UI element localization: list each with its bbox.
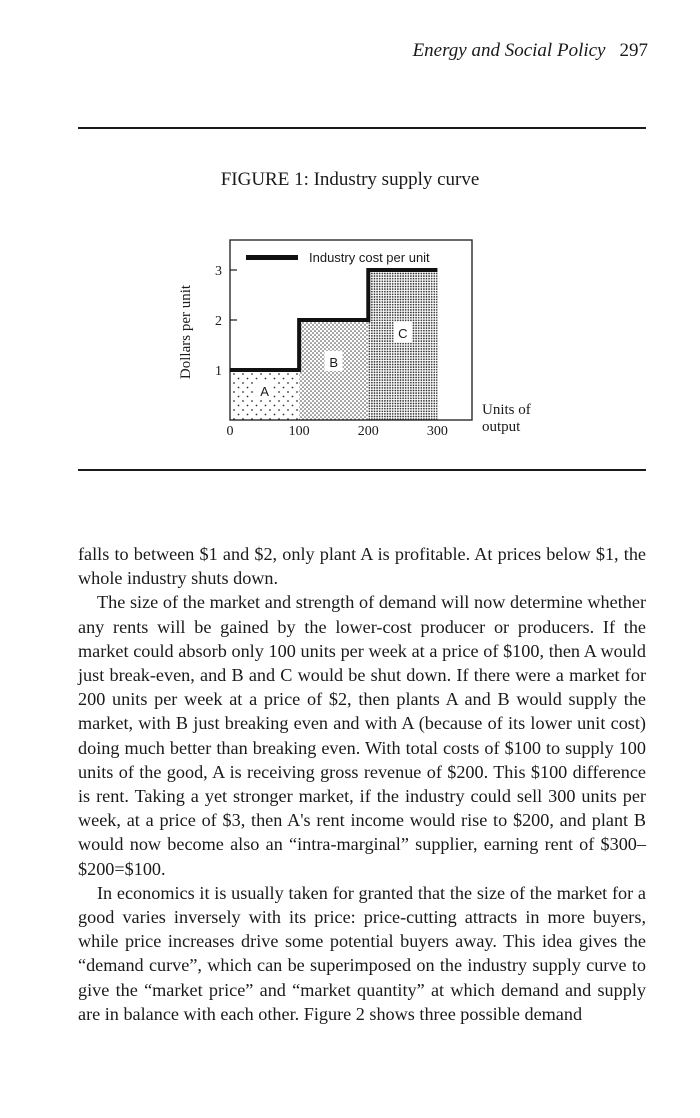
supply-curve-chart (160, 228, 580, 448)
y-tick-label: 2 (215, 314, 222, 329)
figure-caption: FIGURE 1: Industry supply curve (220, 169, 480, 190)
running-title: Energy and Social Policy (412, 40, 606, 61)
x-axis-label-line-1: Units of (482, 402, 531, 418)
figure-bottom-rule (78, 469, 646, 471)
x-tick-label: 200 (357, 424, 379, 439)
x-tick-label: 100 (288, 424, 310, 439)
paragraph-3: In economics it is usually taken for granted that the size of the market for a good varies inversely with its price: price-cutting attracts in more buyers, while price increases drive some potential buyers away. This idea gives the “demand curve”, which can be superimposed on the industry supply curve to give the “market price” and “market quantity” at which demand and supply are in balance with each other. Figure 2 shows three possible demand (78, 882, 646, 1024)
x-axis-label-line-2: output (482, 419, 521, 435)
x-tick-label: 0 (226, 424, 234, 439)
y-axis-label: Dollars per unit (178, 284, 194, 380)
plant-a-label: A (260, 384, 269, 399)
y-tick-label: 1 (215, 364, 222, 379)
x-tick-label: 300 (426, 424, 448, 439)
y-tick-label: 3 (215, 264, 222, 279)
running-header (413, 40, 648, 62)
body-text (78, 542, 646, 1026)
plant-b-label: B (329, 355, 339, 370)
legend-swatch (246, 255, 298, 260)
figure-top-rule (78, 127, 646, 129)
paragraph-1: falls to between $1 and $2, only plant A is profitable. At prices below $1, the whole industry shuts down. (78, 544, 646, 589)
plant-c-label: C (398, 326, 408, 341)
plant-c-area (368, 270, 437, 420)
page-number: 297 (619, 40, 648, 61)
legend-label: Industry cost per unit (309, 250, 430, 265)
paragraph-2: The size of the market and strength of demand will now determine whether any rents will be gained by the lower-cost producer or producers. If the market could absorb only 100 units per week at a price of $100, then A would just break-even, and B and C would be shut down. If there were a market for 200 units per week at a price of $2, then plants A and B would supply the market, with B just breaking even and with A (because of its lower unit cost) doing much better than breaking even. With total costs of $100 to supply 100 units of the good, A is receiving gross revenue of $200. This $100 difference is rent. Taking a yet stronger market, if the industry could sell 300 units per week, at a price of $3, then A's rent income would rise to $200, and plant B would now become also an “intra-marginal” supplier, earning rent of $300–$200=$100. (78, 592, 646, 879)
legend (246, 250, 430, 265)
